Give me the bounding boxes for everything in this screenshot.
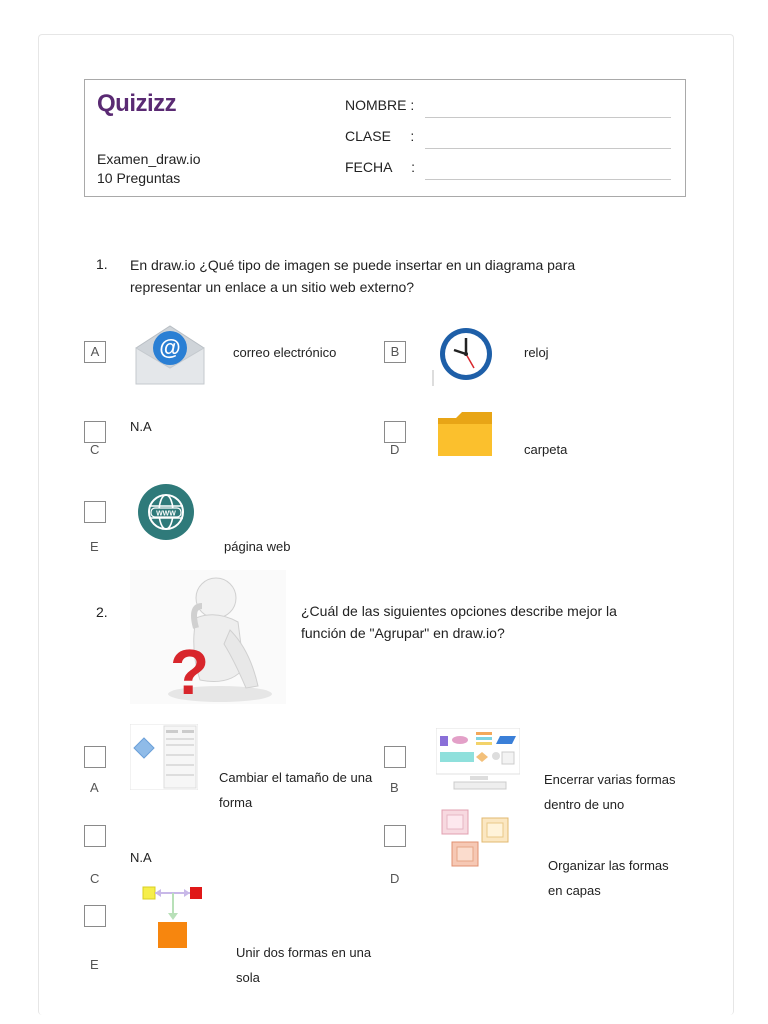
q2-option-b-checkbox[interactable] (384, 746, 406, 768)
q2-option-d-letter: D (390, 871, 400, 886)
date-line[interactable] (425, 179, 671, 180)
q2-option-b-text (544, 767, 675, 817)
name-line[interactable] (425, 117, 671, 118)
q1-option-b-text: reloj (524, 345, 549, 360)
join-shapes-diagram (140, 882, 206, 950)
q2-option-c-letter: C (90, 871, 100, 886)
quiz-title: Examen_draw.io (97, 151, 201, 167)
q1-option-e-letter: E (90, 539, 99, 554)
q2-option-a-text-line1: Cambiar el tamaño de una (219, 770, 373, 785)
q2-option-e-checkbox[interactable] (84, 905, 106, 927)
q1-option-d-text: carpeta (524, 442, 568, 457)
question-1-text-line1: En draw.io ¿Qué tipo de imagen se puede insertar en un diagrama para (130, 257, 576, 273)
question-1-text-line2: representar un enlace a un sitio web externo? (130, 279, 415, 295)
q2-option-a-letter: A (90, 780, 99, 795)
question-1-text (130, 254, 575, 298)
q2-option-d-text (548, 853, 669, 903)
resize-shape-screenshot (130, 724, 198, 790)
date-label: FECHA : (345, 159, 416, 175)
thinking-figure-image (130, 570, 286, 704)
layers-squares-icon (438, 808, 514, 870)
clock-icon (432, 324, 498, 386)
q1-option-d-letter: D (390, 442, 400, 457)
quizizz-logo: Quizizz (97, 90, 177, 117)
q1-option-e-text: página web (224, 539, 291, 554)
q1-option-d-checkbox[interactable] (384, 421, 406, 443)
question-1-number: 1. (96, 256, 108, 272)
q2-option-b-text-line1: Encerrar varias formas (544, 772, 676, 787)
q1-option-b-checkbox[interactable]: B (384, 341, 406, 363)
question-2-text (301, 600, 617, 644)
class-line[interactable] (425, 148, 671, 149)
q2-option-e-text (236, 940, 371, 990)
q2-option-d-text-line1: Organizar las formas (548, 858, 669, 873)
q2-option-c-text: N.A (130, 850, 152, 865)
q2-option-d-text-line2: en capas (548, 883, 601, 898)
question-2-number: 2. (96, 604, 108, 620)
worksheet-header (84, 79, 686, 197)
q2-option-a-text-line2: forma (219, 795, 253, 810)
folder-icon (436, 410, 494, 458)
question-count: 10 Preguntas (97, 170, 181, 186)
email-icon (134, 322, 206, 386)
question-2-text-line1: ¿Cuál de las siguientes opciones describe mejor la (301, 603, 617, 619)
svg-text:@: @ (159, 335, 181, 360)
q1-option-c-text: N.A (130, 419, 152, 434)
svg-text:WWW: WWW (156, 510, 176, 518)
q1-option-c-letter: C (90, 442, 100, 457)
q2-option-b-text-line2: dentro de uno (544, 797, 625, 812)
question-2-text-line2: función de "Agrupar" en draw.io? (301, 625, 505, 641)
q1-option-e-checkbox[interactable] (84, 501, 106, 523)
q2-option-a-checkbox[interactable] (84, 746, 106, 768)
svg-text:?: ? (170, 636, 210, 704)
q2-option-b-letter: B (390, 780, 399, 795)
q2-option-e-text-line2: sola (236, 970, 260, 985)
globe-web-icon (134, 484, 198, 542)
q2-option-c-checkbox[interactable] (84, 825, 106, 847)
q1-option-a-checkbox[interactable]: A (84, 341, 106, 363)
q2-option-e-text-line1: Unir dos formas en una (236, 945, 372, 960)
q1-option-c-checkbox[interactable] (84, 421, 106, 443)
q1-option-a-text: correo electrónico (233, 345, 337, 360)
group-shapes-screenshot (436, 728, 520, 792)
q2-option-e-letter: E (90, 957, 99, 972)
name-label: NOMBRE : (345, 97, 415, 113)
q2-option-d-checkbox[interactable] (384, 825, 406, 847)
class-label: CLASE : (345, 128, 415, 144)
q2-option-a-text (219, 765, 372, 815)
